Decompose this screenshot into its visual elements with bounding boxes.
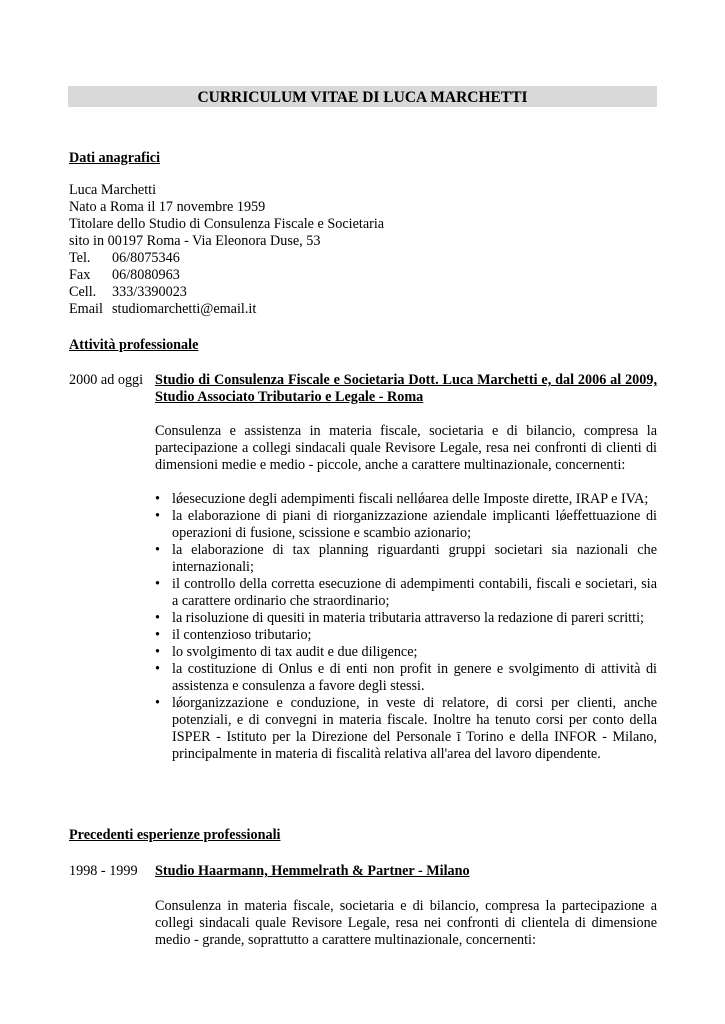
previous-employer: Studio Haarmann, Hemmelrath & Partner - Milano: [155, 863, 470, 879]
list-item: • il controllo della corretta esecuzione di adempimenti contabili, fiscali e societari, sia a carattere ordinario che straordinario;: [155, 576, 657, 610]
list-item: • lǿorganizzazione e conduzione, in veste di relatore, di corsi per clienti, anche potenziali, e di convegni in materia fiscale. Inoltre ha tenuto corsi per conto della ISPER - Istituto per la Direzione del Personale ī Torino e della INFOR - Milano, principalmente in materia di fiscalità relativa all'area del lavoro dipendente.: [155, 695, 657, 763]
contact-cell-value: 333/3390023: [112, 284, 187, 300]
contact-email-label: Email: [69, 301, 103, 317]
previous-body: [155, 863, 657, 949]
previous-heading: Precedenti esperienze professionali: [69, 827, 281, 843]
contact-cell: [69, 284, 187, 301]
contact-cell-label: Cell.: [69, 284, 97, 300]
personal-heading: Dati anagrafici: [69, 150, 161, 166]
list-item: • il contenzioso tributario;: [155, 627, 657, 644]
list-item: • lǿesecuzione degli adempimenti fiscali nellǿarea delle Imposte dirette, IRAP e IVA;: [155, 491, 657, 508]
list-item: • la elaborazione di piani di riorganizzazione aziendale implicanti lǿeffettuazione di operazioni di fusione, scissione e scambio azionario;: [155, 508, 657, 542]
professional-employer: Studio di Consulenza Fiscale e Societaria Dott. Luca Marchetti e, dal 2006 al 2009, Studio Associato Tributario e Legale - Roma: [155, 372, 657, 405]
list-item: • la costituzione di Onlus e di enti non profit in genere e svolgimento di attività di assistenza e consulenza a favore degli stessi.: [155, 661, 657, 695]
professional-body: [155, 372, 657, 763]
professional-description: Consulenza e assistenza in materia fiscale, societaria e di bilancio, compresa la partecipazione a collegi sindacali quale Revisore Legale, resa nei confronti di clienti di dimensioni medie e medio - piccole, anche a carattere multinazionale, concernenti:: [155, 423, 657, 473]
person-name: Luca Marchetti: [69, 182, 157, 198]
document-title: CURRICULUM VITAE DI LUCA MARCHETTI: [68, 86, 657, 107]
contact-fax-value: 06/8080963: [112, 267, 180, 283]
previous-description: Consulenza in materia fiscale, societaria e di bilancio, compresa la partecipazione a collegi sindacali quale Revisore Legale, resa nei confronti di clientela di dimensione medio - grande, soprattutto a carattere multinazionale, concernenti:: [155, 898, 657, 948]
contact-fax: [69, 267, 180, 284]
professional-period: 2000 ad oggi: [69, 372, 144, 388]
role-info: Titolare dello Studio di Consulenza Fiscale e Societaria: [69, 216, 385, 232]
contact-tel: [69, 250, 180, 267]
list-item: • la elaborazione di tax planning riguardanti gruppi societari sia nazionali che internazionali;: [155, 542, 657, 576]
previous-period: 1998 - 1999: [69, 863, 138, 879]
contact-email: [69, 301, 256, 318]
list-item: • la risoluzione di quesiti in materia tributaria attraverso la redazione di pareri scritti;: [155, 610, 657, 627]
contact-tel-label: Tel.: [69, 250, 91, 266]
birth-info: Nato a Roma il 17 novembre 1959: [69, 199, 266, 215]
list-item: • lo svolgimento di tax audit e due diligence;: [155, 644, 657, 661]
professional-bullet-list: [155, 491, 657, 763]
contact-tel-value: 06/8075346: [112, 250, 180, 266]
professional-heading: Attività professionale: [69, 337, 199, 353]
address-info: sito in 00197 Roma - Via Eleonora Duse, 53: [69, 233, 321, 249]
contact-fax-label: Fax: [69, 267, 91, 283]
contact-email-value: studiomarchetti@email.it: [112, 301, 257, 317]
